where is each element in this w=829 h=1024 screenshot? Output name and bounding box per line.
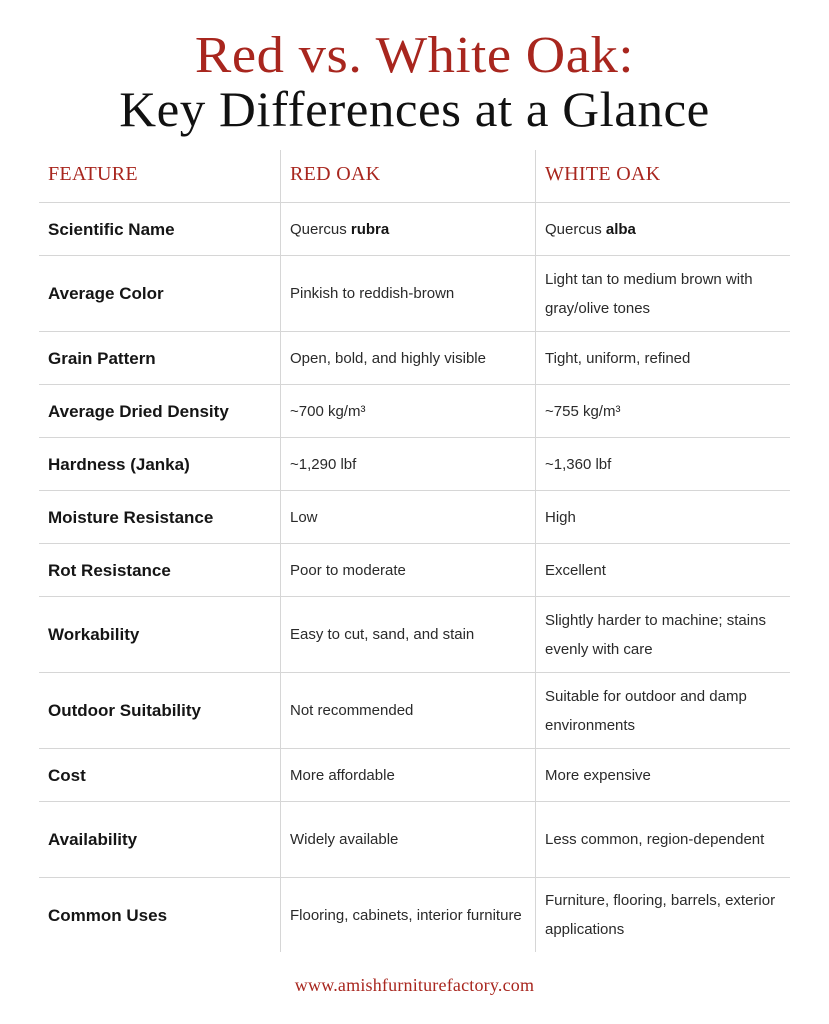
red-oak-value: Widely available (280, 802, 535, 877)
feature-label: Hardness (Janka) (48, 454, 190, 474)
feature-label: Moisture Resistance (48, 507, 214, 527)
white-oak-value (535, 203, 790, 255)
species-text: rubra (350, 220, 390, 238)
red-oak-value: More affordable (280, 749, 535, 801)
title-line-2: Key Differences at a Glance (119, 81, 710, 137)
white-oak-value: Light tan to medium brown with gray/olive tones (535, 256, 790, 331)
website-link[interactable]: www.amishfurniturefactory.com (294, 975, 535, 995)
feature-label: Grain Pattern (48, 348, 156, 368)
white-oak-value: ~755 kg/m³ (535, 385, 790, 437)
species-text: alba (605, 220, 636, 238)
feature-label: Scientific Name (48, 219, 175, 239)
table-row (39, 673, 790, 749)
feature-label: Average Color (48, 284, 164, 303)
feature-label: Average Dried Density (48, 401, 229, 421)
red-oak-value (280, 203, 535, 255)
white-oak-value: Slightly harder to machine; stains evenly with care (535, 597, 790, 672)
white-oak-value: Suitable for outdoor and damp environments (535, 673, 790, 748)
red-oak-value: ~1,290 lbf (280, 438, 535, 490)
table-row (39, 203, 790, 256)
table-row (39, 749, 790, 802)
table-row (39, 544, 790, 597)
genus-text: Quercus (290, 220, 351, 238)
title-line-1: Red vs. White Oak: (194, 27, 635, 84)
red-oak-value: Open, bold, and highly visible (280, 332, 535, 384)
table-row (39, 491, 790, 544)
feature-label: Availability (48, 830, 138, 849)
header-red-oak: RED OAK (280, 150, 535, 202)
white-oak-value: Excellent (535, 544, 790, 596)
table-row (39, 256, 790, 332)
table-row (39, 385, 790, 438)
red-oak-value: Flooring, cabinets, interior furniture (280, 878, 535, 952)
feature-label: Cost (48, 765, 86, 785)
feature-label: Common Uses (48, 905, 168, 925)
feature-label: Outdoor Suitability (48, 701, 201, 720)
header-feature: FEATURE (48, 163, 138, 185)
table-row (39, 802, 790, 878)
red-oak-value: Low (280, 491, 535, 543)
white-oak-value: Furniture, flooring, barrels, exterior applications (535, 878, 790, 952)
white-oak-value: Tight, uniform, refined (535, 332, 790, 384)
white-oak-value: More expensive (535, 749, 790, 801)
red-oak-value: Easy to cut, sand, and stain (280, 597, 535, 672)
genus-text: Quercus (545, 220, 606, 238)
table-row (39, 332, 790, 385)
feature-label: Rot Resistance (48, 560, 171, 580)
red-oak-value: ~700 kg/m³ (280, 385, 535, 437)
white-oak-value: High (535, 491, 790, 543)
table-row (39, 438, 790, 491)
table-row (39, 597, 790, 673)
white-oak-value: ~1,360 lbf (535, 438, 790, 490)
table-header-row (39, 150, 790, 203)
feature-label: Workability (48, 625, 140, 644)
white-oak-value: Less common, region-dependent (535, 802, 790, 877)
header-white-oak: WHITE OAK (535, 150, 790, 202)
table-row (39, 878, 790, 952)
red-oak-value: Poor to moderate (280, 544, 535, 596)
comparison-table (39, 150, 790, 952)
red-oak-value: Pinkish to reddish-brown (280, 256, 535, 331)
red-oak-value: Not recommended (280, 673, 535, 748)
